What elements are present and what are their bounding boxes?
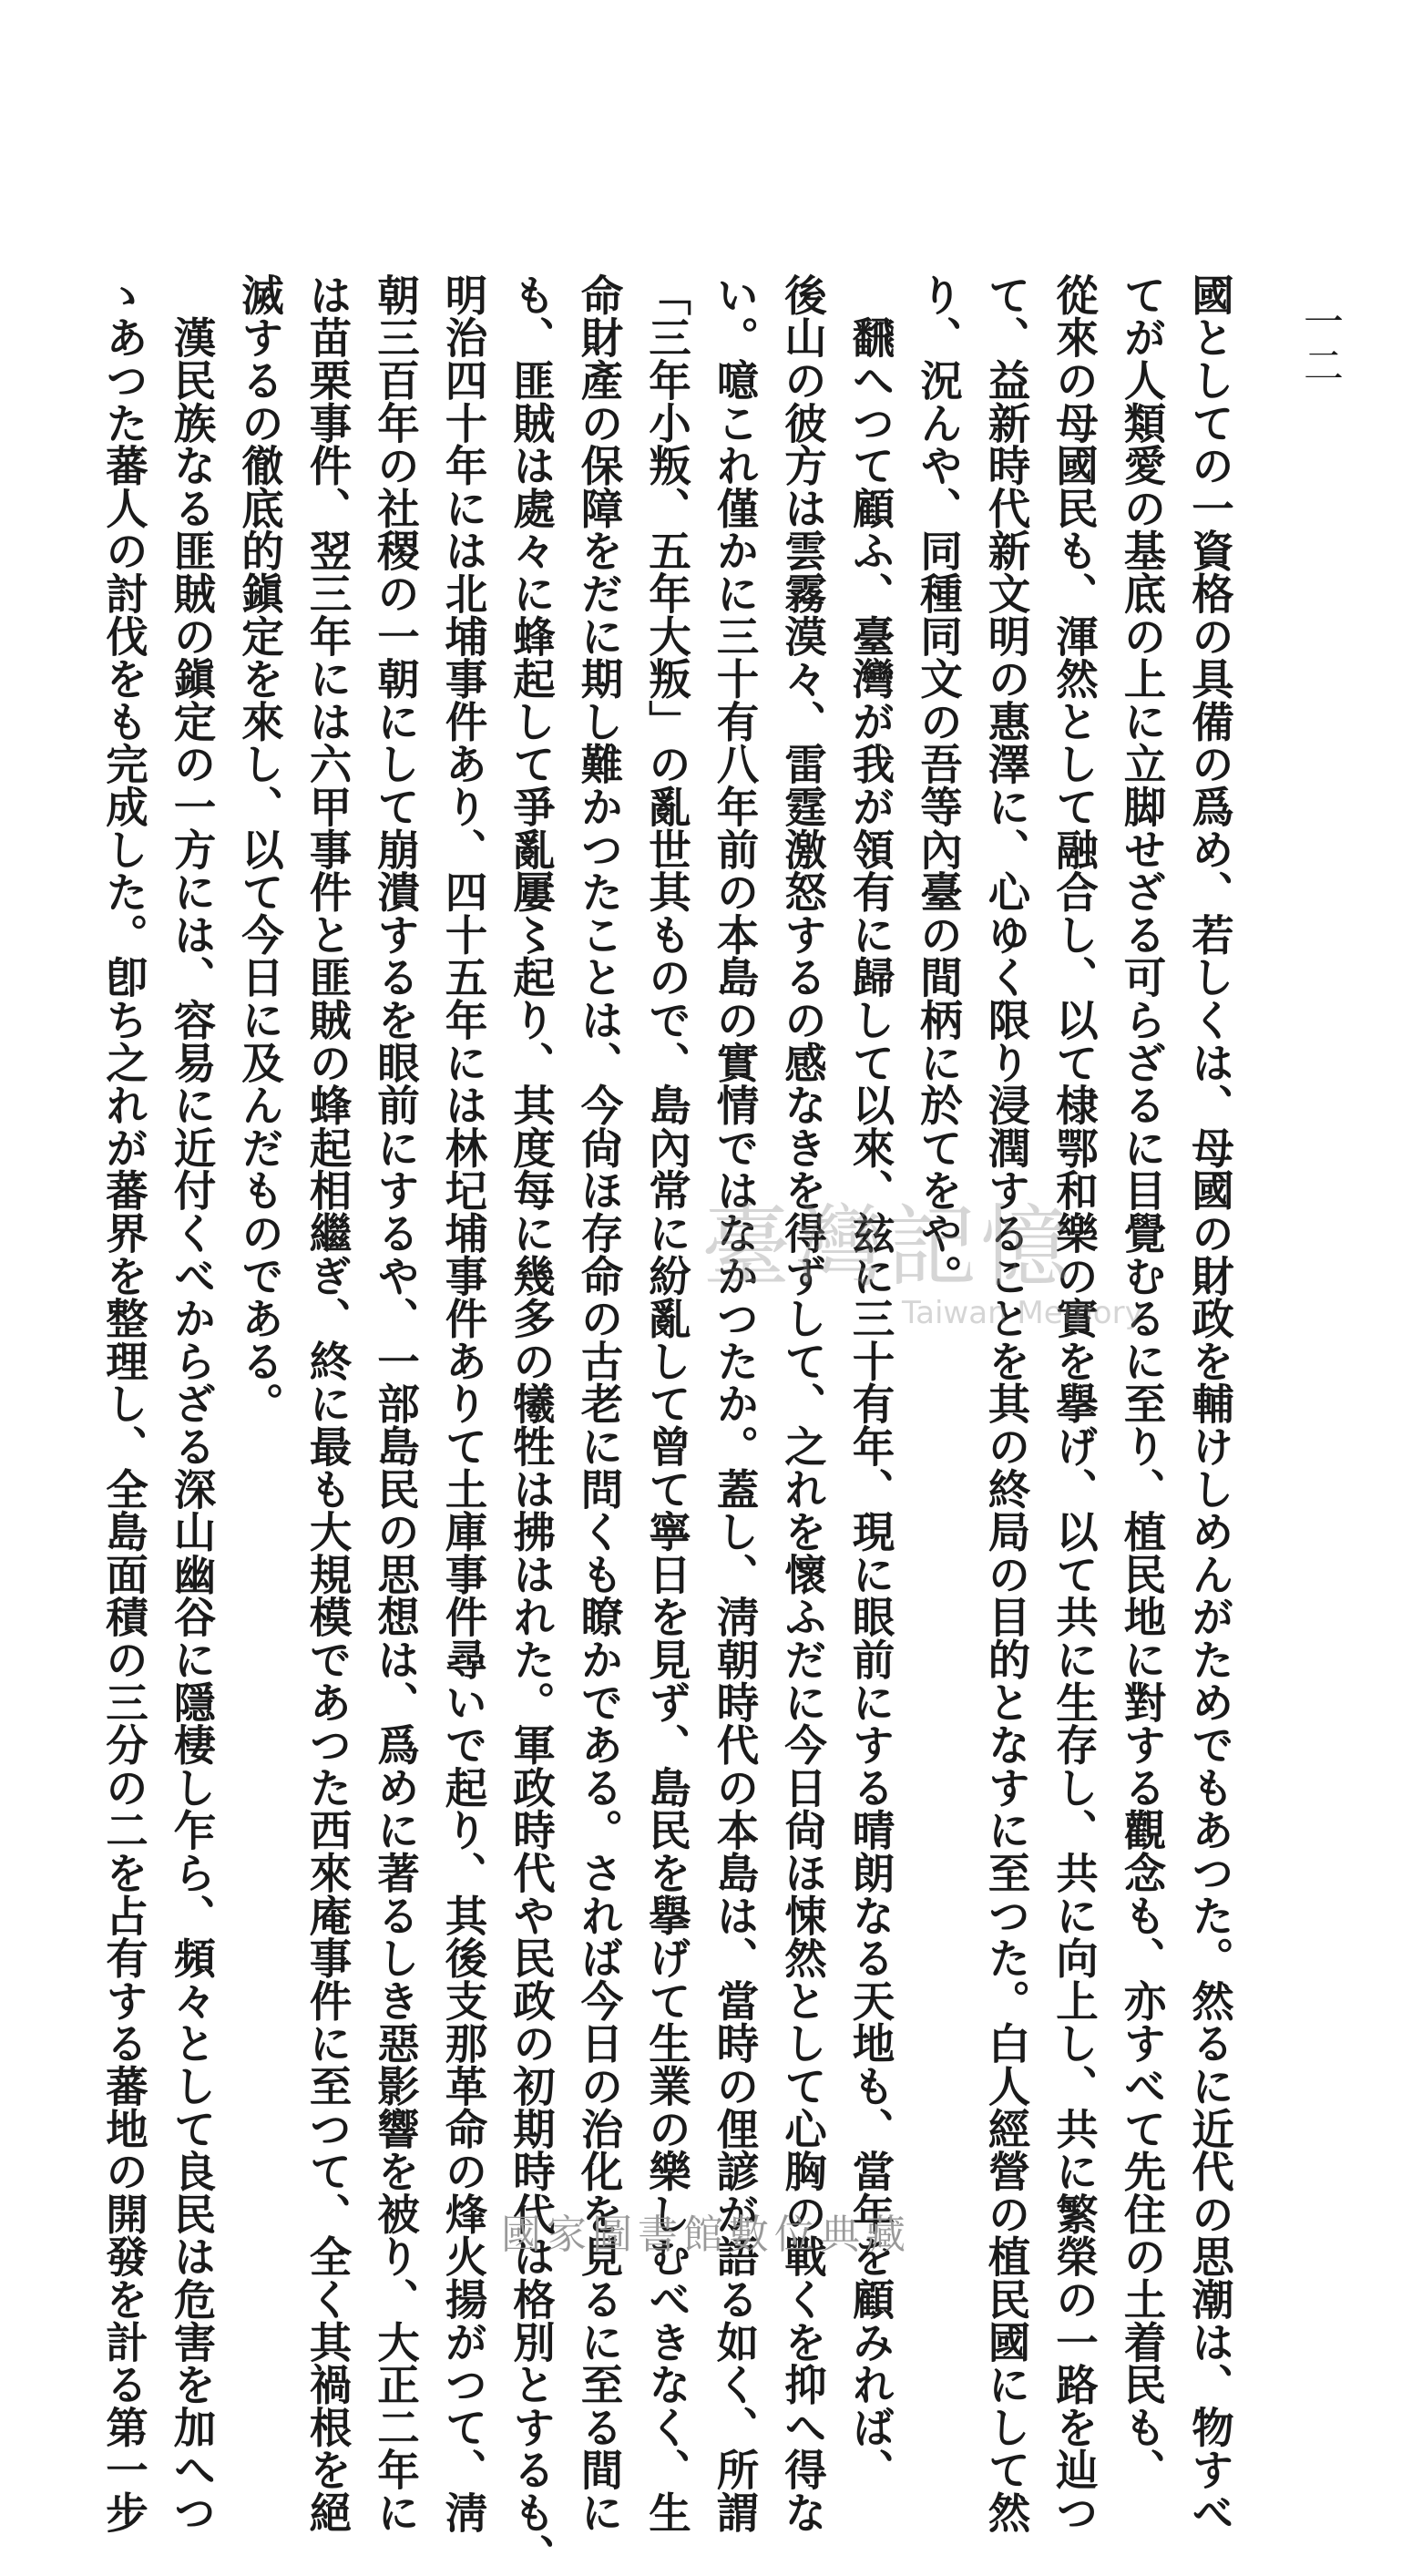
text-column: 「三年小叛、五年大叛」の亂世其もので、島內常に紛亂して曾て寧日を見ず、島民を擧げて生業の樂しむべきなく、生 — [642, 273, 692, 2534]
text-column: て、益新時代新文明の惠澤に、心ゆく限り浸潤することを其の終局の目的となすに至つた。白人經營の植民國にして然 — [981, 273, 1032, 2534]
text-column: 漢民族なる匪賊の鎭定の一方には、容易に近付くべからざる深山幽谷に隱棲し乍ら、頻々として良民は危害を加へつ — [167, 273, 218, 2534]
footer-label: 國家圖書館數位典藏 — [501, 2212, 911, 2258]
text-column: 後山の彼方は雲霧漠々、雷霆激怒するの感なきを得ずして、之れを懷ふだに今日尙ほ悚然として心胸の戰くを抑へ得な — [778, 273, 828, 2534]
watermark-subtitle: Taiwan Memory — [902, 1295, 1143, 1331]
text-column: 國としての一資格の具備の爲め、若しくは、母國の財政を輔けしめんがためでもあつた。然るに近代の思潮は、物すべ — [1185, 273, 1235, 2534]
text-column: 滅するの徹底的鎭定を來し、以て今日に及んだものである。 — [235, 273, 285, 1425]
text-column: 命財產の保障をだに期し難かつたことは、今尙ほ存命の古老に問くも瞭かである。されば今日の治化を見るに至る間に — [574, 273, 625, 2534]
page-number: 一二 — [1296, 301, 1343, 388]
watermark-logo-text: 臺灣記憶 — [701, 1196, 1074, 1299]
text-column: い。噫これ僅かに三十有八年前の本島の實情ではなかつたか。蓋し、淸朝時代の本島は、當時の俚諺が語る如く、所謂 — [710, 273, 761, 2534]
text-column: も、匪賊は處々に蜂起して爭亂屢〻起り、其度每に幾多の犧牲は拂はれた。軍政時代や民政の初期時代は格別とするも、 — [506, 273, 557, 2576]
text-column: ゝあつた蕃人の討伐をも完成した。卽ち之れが蕃界を整理し、全島面積の三分の二を占有する蕃地の開發を計る第一步 — [99, 273, 149, 2534]
text-column: 從來の母國民も、渾然として融合し、以て棣鄂和樂の實を擧げ、以て共に生存し、共に向上し、共に繁榮の一路を辿つ — [1049, 273, 1100, 2534]
text-column: てが人類愛の基底の上に立脚せざる可らざるに目覺むるに至り、植民地に對する觀念も、亦すべて先住の土着民も、 — [1117, 273, 1168, 2491]
text-column: は苗栗事件、翌三年には六甲事件と匪賊の蜂起相繼ぎ、終に最も大規模であつた西來庵事件に至つて、全く其禍根を絕 — [302, 273, 353, 2534]
text-column: 明治四十年には北埔事件あり、四十五年には林圮埔事件ありて土庫事件尋いで起り、其後支那革命の烽火揚がつて、淸 — [438, 273, 489, 2534]
text-column: 朝三百年の社稷の一朝にして崩潰するを眼前にするや、一部島民の思想は、爲めに著るしき惡影響を被り、大正二年に — [371, 273, 421, 2534]
text-column: り、況んや、同種同文の吾等內臺の間柄に於てをや。 — [914, 273, 964, 1298]
text-column: 飜へつて顧ふ、臺灣が我が領有に歸して以來、玆に三十有年、現に眼前にする晴朗なる天地も、當年を顧みれば、 — [845, 273, 896, 2491]
